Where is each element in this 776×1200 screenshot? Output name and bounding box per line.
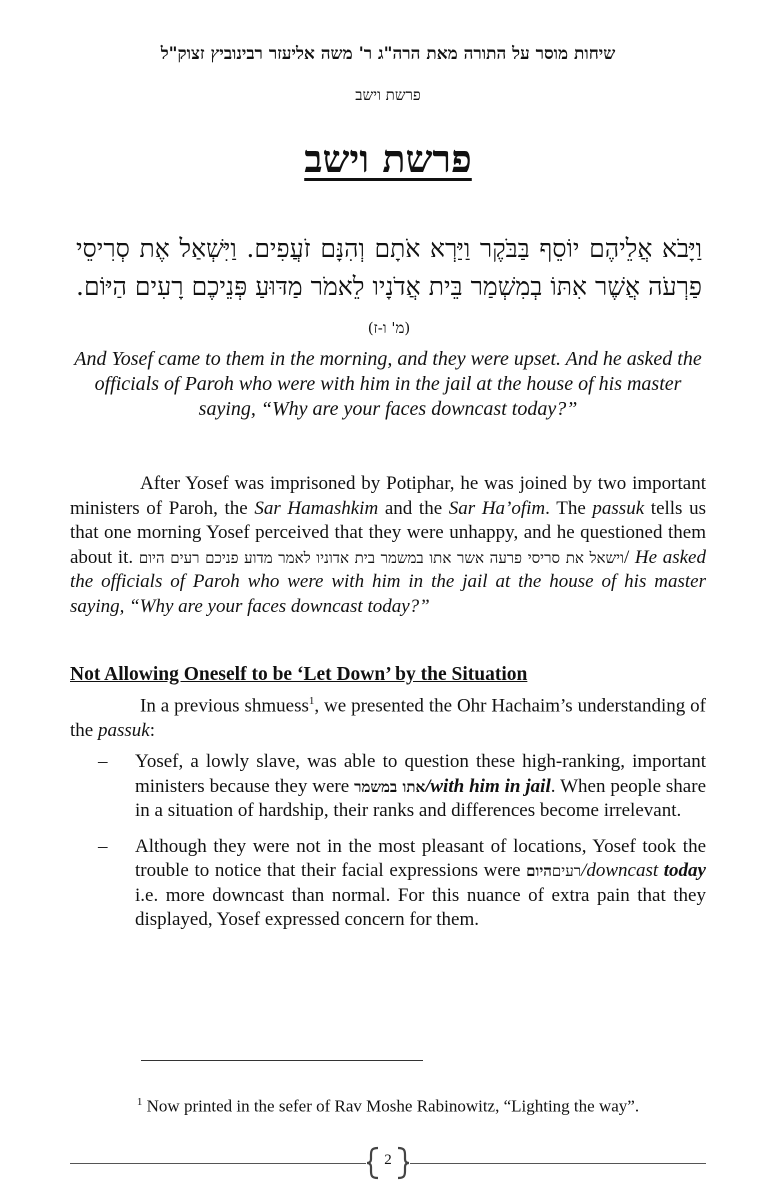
text: . The: [545, 497, 593, 519]
footer-rule-left: [70, 1163, 366, 1164]
parsha-subheader: פרשת וישב: [355, 86, 421, 104]
page-number: 2: [384, 1152, 392, 1168]
hebrew-word: היום: [526, 862, 552, 880]
section-heading: Not Allowing Oneself to be ‘Let Down’ by the Situation: [70, 664, 528, 685]
pasuk-translation: And Yosef came to them in the morning, and they were upset. And he asked the officials of Paroh who were with him in the jail at the house of his master saying, “Why are your faces downcast today?”: [74, 348, 702, 420]
footer-rule-right: [410, 1163, 706, 1164]
paragraph-intro: [70, 472, 706, 619]
term-passuk: passuk: [97, 719, 150, 741]
footnote: [70, 1096, 706, 1117]
pasuk-body: וַיָּבֹא אֲלֵיהֶם יוֹסֵף בַּבֹּקֶר וַיַּרְא אֹתָם וְהִנָּם זֹעֲפִים. וַיִּשְׁאַל אֶת סְרִיסֵי פַרְעֹה אֲשֶׁר אִתּוֹ בְמִשְׁמַר בֵּית אֲדֹנָיו לֵאמֹר מַדּוּעַ פְּנֵיכֶם רָעִים הַיּוֹם.: [76, 234, 702, 301]
footnote-text: Now printed in the sefer of Rav Moshe Rabinowitz, “Lighting the way”.: [142, 1096, 640, 1116]
hebrew-word: רעים: [551, 862, 582, 880]
bullet-dash: –: [98, 751, 108, 772]
list-item: [70, 750, 706, 824]
pasuk-text: [76, 230, 702, 347]
text: , we presented the Ohr Hachaim’s understanding of the: [70, 695, 706, 741]
hebrew-phrase: אתו במשמר: [354, 777, 426, 796]
term-sar-hamashkim: Sar Hamashkim: [254, 497, 379, 519]
italic-text: /downcast: [581, 860, 664, 881]
hebrew-quote: וישאל את סריסי פרעה אשר אתו במשמר בית אדוניו לאמר מדוע פניכם רעים היום: [138, 548, 624, 567]
running-header: שיחות מוסר על התורה מאת הרה"ג ר' משה אליעזר רבינוביץ זצוק"ל: [160, 44, 616, 64]
text: i.e. more downcast than normal. For this nuance of extra pain that they displayed, Yosef expressed concern for them.: [135, 884, 706, 930]
term-sar-haofim: Sar Ha’ofim: [448, 497, 546, 519]
emphasis: today: [663, 860, 706, 881]
text: :: [149, 719, 155, 741]
text: and the: [378, 497, 449, 519]
text: . When people share in a situation of hardship, their ranks and differences become irrelevant.: [135, 775, 707, 821]
english-quote: He asked the officials of Paroh who were with him in the jail at the house of his master saying, “Why are your faces downcast today?”: [70, 546, 706, 617]
text: After Yosef was imprisoned by Potiphar, he was joined by two important ministers of Paroh, the: [70, 473, 706, 519]
pasuk-reference: (מ' ו-ז): [367, 319, 411, 337]
bullet-dash: –: [98, 835, 108, 857]
paragraph-section-intro: [70, 689, 706, 743]
bullet-list: [70, 750, 706, 933]
footnote-divider: [141, 1060, 423, 1061]
text: Although they were not in the most pleasant of locations, Yosef took the trouble to notice that their facial expressions were: [135, 835, 706, 881]
separator: /: [623, 546, 630, 568]
text: Yosef, a lowly slave, was able to question these high-ranking, important ministers because they were: [135, 751, 706, 797]
text: tells us that one morning Yosef perceived that they were unhappy, and he questioned them about it.: [70, 497, 706, 568]
term-passuk: passuk: [592, 497, 645, 519]
list-item: [70, 835, 706, 933]
emphasis: /with him in jail: [425, 775, 551, 797]
footnote-reference[interactable]: 1: [308, 695, 315, 707]
page-title: פרשת וישב: [304, 136, 472, 181]
footnote-number: 1: [136, 1096, 143, 1108]
text: In a previous shmuess: [140, 695, 309, 717]
